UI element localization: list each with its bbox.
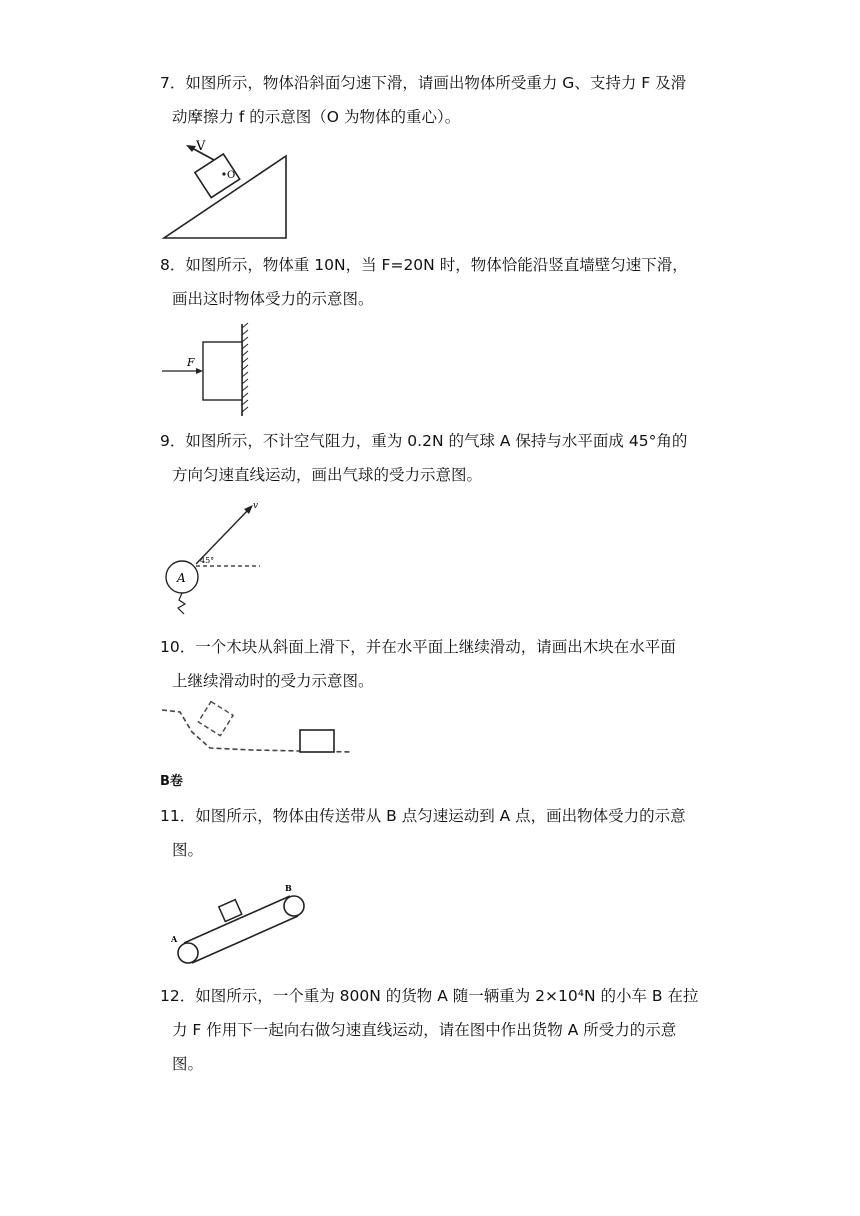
question-11 xyxy=(160,799,740,867)
question-10 xyxy=(160,630,740,698)
question-number: 11． xyxy=(160,807,196,825)
block-on-ground xyxy=(300,730,334,752)
velocity-label: v xyxy=(253,501,259,511)
center-label: O xyxy=(227,170,236,181)
section-b-heading: B卷 xyxy=(160,774,183,789)
question-text-continued: 方向匀速直线运动，画出气球的受力示意图。 xyxy=(172,466,483,484)
figure-7-incline xyxy=(158,138,293,240)
figure-9-balloon xyxy=(160,496,265,618)
figure-8-wall xyxy=(160,322,255,420)
belt-bottom xyxy=(192,916,298,963)
question-text: 如图所示，一个重为 800N 的货物 A 随一辆重为 2×10⁴N 的小车 B 在拉 xyxy=(195,987,699,1005)
question-number: 8． xyxy=(160,256,186,274)
roller-a xyxy=(178,943,198,963)
point-b-label: B xyxy=(285,883,292,893)
question-9 xyxy=(160,424,740,492)
question-text: 如图所示，物体重 10N，当 F=20N 时，物体恰能沿竖直墙壁匀速下滑， xyxy=(185,256,688,274)
question-text-continued: 图。 xyxy=(172,841,204,859)
center-of-gravity-dot xyxy=(222,172,225,175)
force-arrowhead xyxy=(196,368,203,374)
question-text-continued: 上继续滑动时的受力示意图。 xyxy=(172,672,374,690)
question-text: 如图所示，物体由传送带从 B 点匀速运动到 A 点，画出物体受力的示意 xyxy=(195,807,686,825)
question-text-continued: 力 F 作用下一起向右做匀速直线运动，请在图中作出货物 A 所受力的示意 xyxy=(172,1021,677,1039)
question-text-continued: 动摩擦力 f 的示意图（O 为物体的重心）。 xyxy=(172,108,461,126)
question-text-continued: 图。 xyxy=(172,1055,204,1073)
question-text: 如图所示，物体沿斜面匀速下滑，请画出物体所受重力 G、支持力 F 及滑 xyxy=(185,74,687,92)
question-8 xyxy=(160,248,740,316)
question-number: 7． xyxy=(160,74,186,92)
question-text-continued: 画出这时物体受力的示意图。 xyxy=(172,290,374,308)
figure-11-conveyor xyxy=(168,880,313,970)
question-number: 9． xyxy=(160,432,186,450)
block-on-slope xyxy=(198,702,233,736)
balloon-string xyxy=(178,593,185,614)
question-text: 一个木块从斜面上滑下，并在水平面上继续滑动，请画出木块在水平面 xyxy=(195,638,676,656)
angle-label: 45° xyxy=(200,556,215,565)
question-12 xyxy=(160,979,740,1081)
block xyxy=(203,342,242,400)
point-a-label: A xyxy=(171,934,178,944)
velocity-label: V xyxy=(196,139,206,154)
question-text: 如图所示，不计空气阻力，重为 0.2N 的气球 A 保持与水平面成 45°角的 xyxy=(185,432,688,450)
question-number: 12． xyxy=(160,987,196,1005)
figure-10-slope xyxy=(162,700,354,756)
question-7 xyxy=(160,66,740,134)
force-label: F xyxy=(187,356,195,369)
balloon-label: A xyxy=(177,571,186,585)
question-number: 10． xyxy=(160,638,196,656)
roller-b xyxy=(284,896,304,916)
